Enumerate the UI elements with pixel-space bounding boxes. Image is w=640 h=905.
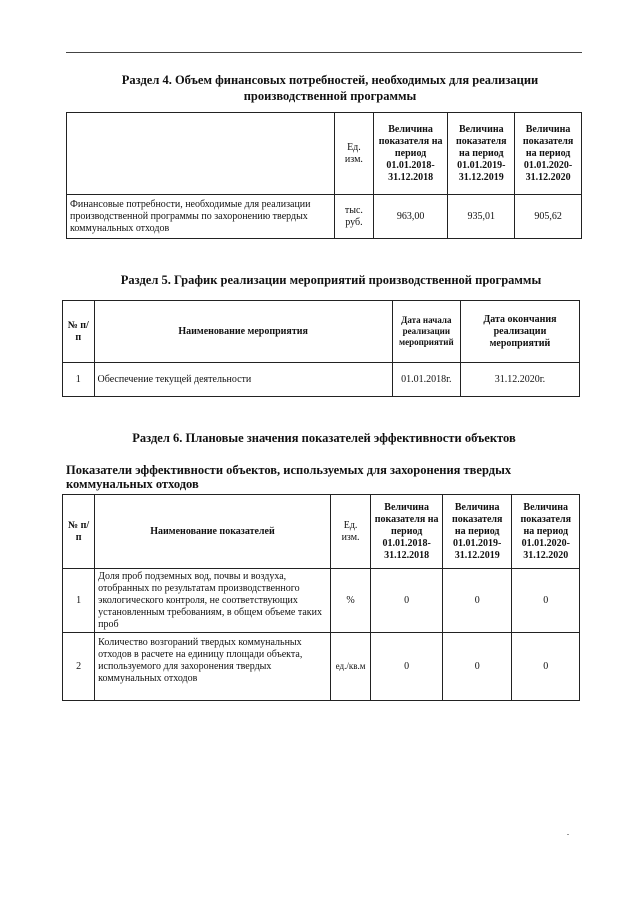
section5-title: Раздел 5. График реализации мероприятий производственной программы xyxy=(120,273,542,287)
section6-row1-unit: % xyxy=(330,569,370,633)
section5-row-end: 31.12.2020г. xyxy=(460,363,579,397)
section6-row2-num: 2 xyxy=(63,633,95,701)
section6-row2-unit: ед./кв.м xyxy=(330,633,370,701)
table-row xyxy=(63,569,580,633)
top-divider-line xyxy=(66,52,582,53)
table-row xyxy=(63,633,580,701)
section6-row1-2020: 0 xyxy=(512,569,580,633)
section5-header-num: № п/п xyxy=(63,301,95,363)
section4-row-unit: тыс. руб. xyxy=(335,195,374,239)
section6-header-2019: Величина показателя на период 01.01.2019-31.12.2019 xyxy=(442,495,512,569)
section5-row-start: 01.01.2018г. xyxy=(392,363,460,397)
section6-title: Раздел 6. Плановые значения показателей эффективности объектов xyxy=(132,431,516,445)
section5-header-start: Дата начала реализации мероприятий xyxy=(392,301,460,363)
section6-row2-2018: 0 xyxy=(371,633,443,701)
section6-header-2018: Величина показателя на период 01.01.2018-31.12.2018 xyxy=(371,495,443,569)
section4-header-2018: Величина показателя на период 01.01.2018-31.12.2018 xyxy=(373,113,448,195)
section5-header-end: Дата окончания реализации мероприятий xyxy=(460,301,579,363)
section6-subtitle: Показатели эффективности объектов, используемых для захоронения твердых коммунальных отходов xyxy=(66,463,512,491)
section5-table xyxy=(62,300,580,397)
section5-header-name: Наименование мероприятия xyxy=(94,301,392,363)
section6-row2-2020: 0 xyxy=(512,633,580,701)
section4-header-unit: Ед. изм. xyxy=(335,113,374,195)
section4-row-2019: 935,01 xyxy=(448,195,515,239)
section6-row1-2018: 0 xyxy=(371,569,443,633)
section6-header-name: Наименование показателей xyxy=(95,495,331,569)
table-row xyxy=(67,195,582,239)
section6-row1-2019: 0 xyxy=(442,569,512,633)
scan-speck xyxy=(567,834,569,835)
section4-header-blank xyxy=(67,113,335,195)
section4-row-2020: 905,62 xyxy=(515,195,582,239)
section6-row2-name: Количество возгораний твердых коммунальных отходов в расчете на единицу площади объекта, используемого для захоронения твердых коммунальных отходов xyxy=(95,633,331,701)
section6-header-unit: Ед. изм. xyxy=(330,495,370,569)
section6-table xyxy=(62,494,580,701)
section6-header-num: № п/п xyxy=(63,495,95,569)
section4-row-2018: 963,00 xyxy=(373,195,448,239)
section5-row-name: Обеспечение текущей деятельности xyxy=(94,363,392,397)
section6-row1-name: Доля проб подземных вод, почвы и воздуха, отобранных по результатам производственного экологического контроля, не соответствующих установленным требованиям, в общем объеме таких проб xyxy=(95,569,331,633)
section4-table xyxy=(66,112,582,239)
section4-header-2019: Величина показателя на период 01.01.2019-31.12.2019 xyxy=(448,113,515,195)
section4-header-2020: Величина показателя на период 01.01.2020-31.12.2020 xyxy=(515,113,582,195)
section5-row-num: 1 xyxy=(63,363,95,397)
section4-row-name: Финансовые потребности, необходимые для реализации производственной программы по захоронению твердых коммунальных отходов xyxy=(67,195,335,239)
section4-title: Раздел 4. Объем финансовых потребностей, необходимых для реализации производственной программы xyxy=(121,73,539,103)
section6-row1-num: 1 xyxy=(63,569,95,633)
table-row xyxy=(63,363,580,397)
section6-header-2020: Величина показателя на период 01.01.2020-31.12.2020 xyxy=(512,495,580,569)
section6-row2-2019: 0 xyxy=(442,633,512,701)
